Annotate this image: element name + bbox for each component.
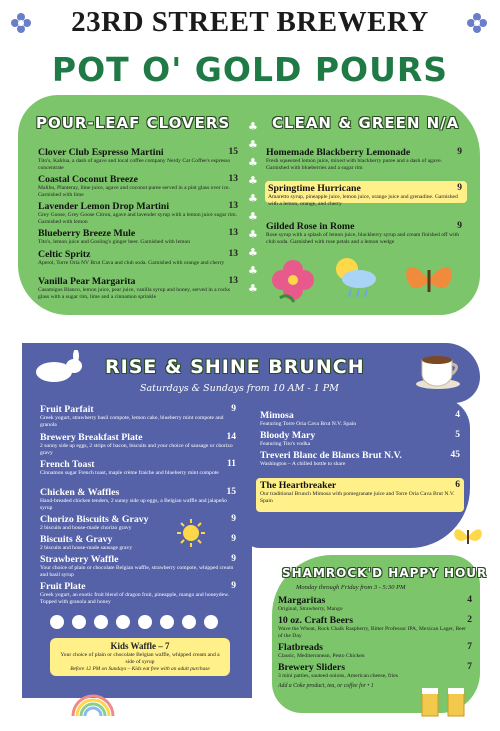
menu-item: The Heartbreaker 6 Our traditional Brunch Mimosa with pomegranate juice and Torre Oria Cava Brut N.V. Spain: [260, 480, 460, 504]
brunch-hours: Saturdays & Sundays from 10 AM - 1 PM: [140, 383, 339, 394]
menu-item: Flatbreads 7 Classic, Mediterranean, Pesto Chicken: [278, 642, 472, 659]
menu-item: Blueberry Breeze Mule 13 Tito's, lemon juice and Gosling's ginger beer. Garnished with lemon: [38, 228, 238, 245]
menu-item: Mimosa 4 Featuring Torre Oria Cava Brut N.V. Spain: [260, 410, 460, 427]
menu-item: Brewery Breakfast Plate 14 2 sunny side up eggs, 2 strips of bacon, biscuits and your choice of sausage or chorizo gravy: [40, 432, 236, 456]
kids-title: Kids Waffle – 7: [110, 641, 170, 651]
flower-icon: [10, 12, 32, 34]
brunch-heading: RISE & SHINE BRUNCH: [105, 356, 365, 378]
happy-hour-hours: Monday through Friday from 3 - 5:30 PM: [296, 584, 406, 591]
menu-item: Bloody Mary 5 Featuring Tito's vodka: [260, 430, 460, 447]
menu-item: Gilded Rose in Rome 9 Rose syrup with a splash of lemon juice, blackberry syrup and cream finished off with club soda. Garnished with rose petals and a lemon wedge: [266, 221, 462, 245]
menu-item: Chicken & Waffles 15 Hand-breaded chicken tenders, 2 sunny side up eggs, a Belgian waffle and jalapeño syrup: [40, 487, 236, 511]
brewery-name: 23RD STREET BREWERY: [71, 6, 429, 38]
menu-item: Clover Club Espresso Martini 15 Tito's, Kahlua, a dash of agave and local coffee company Nerdy Cat Coffee's espresso concentrate: [38, 147, 238, 171]
sun-icon: [176, 518, 206, 548]
happy-hour-heading: SHAMROCK'D HAPPY HOUR: [282, 566, 488, 580]
na-heading: CLEAN & GREEN N/A: [272, 114, 460, 132]
menu-item: Vanilla Pear Margarita 13 Casamigos Blanco, lemon juice, pear juice, vanilla syrup and honey, served in a rocks glass with a sugar rim, lime and a cinnamon sprinkle: [38, 276, 238, 300]
bunny-icon: [30, 350, 88, 386]
sun-cloud-rain-icon: [325, 255, 381, 303]
menu-item: Strawberry Waffle 9 Your choice of plain or chocolate Belgian waffle, strawberry compote, whipped cream and basil syrup: [40, 554, 236, 578]
coffee-cup-icon: [414, 348, 464, 390]
menu-item: Fruit Plate 9 Greek yogurt, an exotic fruit blend of dragon fruit, pineapple, mango and honeydew. Topped with granola and honey: [40, 581, 236, 605]
beer-mugs-icon: [418, 682, 472, 722]
flower-icon: [466, 12, 488, 34]
menu-item: Margaritas 4 Original, Strawberry, Mango: [278, 595, 472, 612]
menu-item: Springtime Hurricane 9 Amaretto syrup, pineapple juice, lemon juice, orange juice and grenadine. Garnished with a lemon, orange, and cherry: [268, 183, 462, 207]
rainbow-icon: [68, 690, 118, 718]
menu-item: French Toast 11 Cinnamon sugar French toast, maple crème fraiche and blueberry mint compote: [40, 459, 236, 476]
menu-item: Lavender Lemon Drop Martini 13 Grey Goose, Grey Goose Citron, agave and lavender syrup with a lemon juice sugar rim. Garnished with lemon: [38, 201, 238, 225]
daisy-row: [50, 615, 230, 631]
menu-item: Chorizo Biscuits & Gravy 9 2 biscuits and house-made chorizo gravy: [40, 514, 236, 531]
menu-title: POT O' GOLD POURS: [51, 50, 449, 89]
menu-item: Homemade Blackberry Lemonade 9 Fresh squeezed lemon juice, mixed with blackberry puree and a dash of agave. Garnished with blueberries and a sugar rim: [266, 147, 462, 171]
menu-item: Fruit Parfait 9 Greek yogurt, strawberry basil compote, lemon cake, blueberry mint compote and granola: [40, 404, 236, 428]
clover-divider: ♣ ♣ ♣ ♣ ♣ ♣ ♣ ♣ ♣ ♣: [248, 120, 258, 295]
butterfly-icon: [402, 258, 456, 304]
cocktails-heading: POUR-LEAF CLOVERS: [36, 114, 231, 132]
kids-desc: Your choice of plain or chocolate Belgian waffle, whipped cream and a side of syrup: [60, 652, 220, 665]
menu-item: 10 oz. Craft Beers 2 Wave the Wheat, Rock Chalk Raspberry, Bitter Professor IPA, Mexican Lager, Beer of the Day: [278, 615, 472, 639]
menu-item: Brewery Sliders 7 3 mini patties, sauteed onions, American cheese, fries: [278, 662, 472, 679]
menu-item: Biscuits & Gravy 9 2 biscuits and house-made sausage gravy: [40, 534, 236, 551]
butterfly-icon: [452, 524, 484, 550]
kids-note: Before 12 PM on Sundays – Kids eat free with an adult purchase: [70, 666, 210, 672]
flower-illustration: [270, 258, 316, 308]
menu-item: Celtic Spritz 13 Aperol, Torre Oria NV Brut Cava and club soda. Garnished with orange and cherry: [38, 249, 238, 266]
happy-hour-addon: Add a Coke product, tea, or coffee for • 1: [278, 683, 374, 689]
menu-item: Coastal Coconut Breeze 13 Malibu, Planteray, lime juice, agave and coconut puree served in a pint glass over ice. Garnished with lime: [38, 174, 238, 198]
menu-item: Treveri Blanc de Blancs Brut N.V. 45 Washington – A chilled bottle to share: [260, 450, 460, 467]
